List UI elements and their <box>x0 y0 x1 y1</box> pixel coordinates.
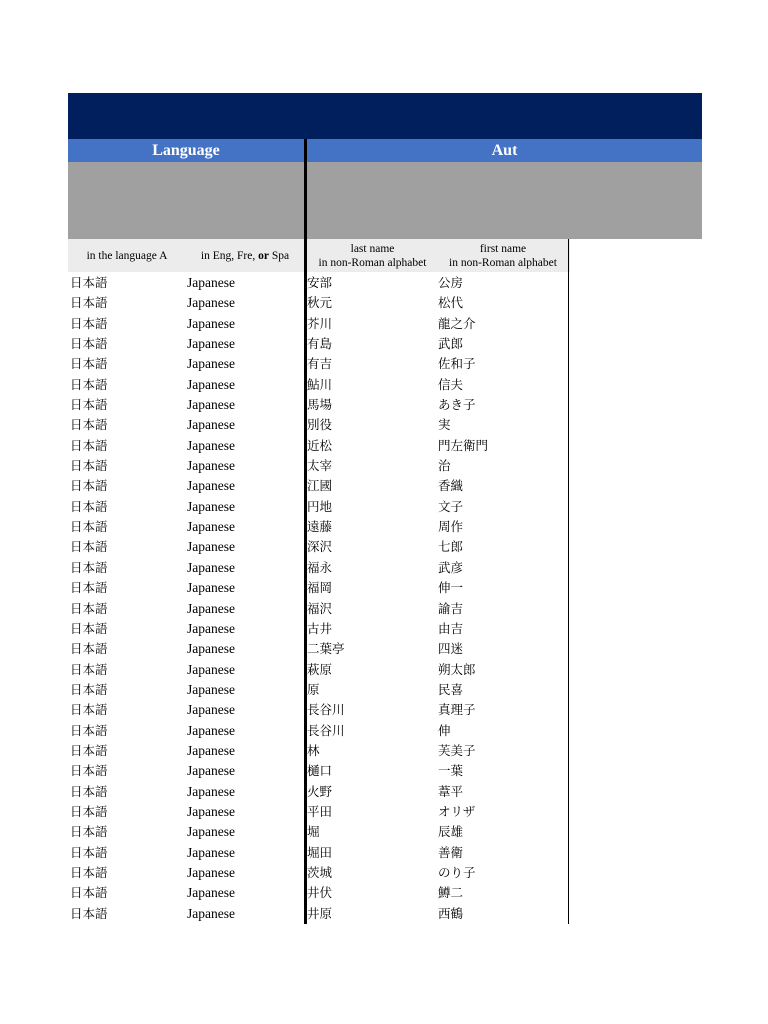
cell-language-english[interactable]: Japanese <box>187 458 235 474</box>
column-header-first-name-line1: first name <box>479 242 527 255</box>
cell-last-name[interactable]: 安部 <box>307 275 333 290</box>
cell-first-name[interactable]: 七郎 <box>438 539 464 555</box>
cell-language[interactable]: 日本語 <box>70 356 108 372</box>
table-row <box>68 680 702 700</box>
cell-last-name[interactable]: 秋元 <box>307 295 333 311</box>
table-row <box>68 883 702 903</box>
cell-language-english[interactable]: Japanese <box>187 620 235 636</box>
table-row <box>68 395 702 415</box>
cell-language[interactable]: 日本語 <box>70 275 108 290</box>
table-row <box>68 354 702 374</box>
column-header-first-name[interactable] <box>438 239 568 272</box>
cell-language[interactable]: 日本語 <box>70 580 108 596</box>
cell-first-name[interactable]: 松代 <box>438 295 464 311</box>
cell-language-english[interactable]: Japanese <box>187 905 235 921</box>
cell-last-name[interactable]: 林 <box>307 742 320 758</box>
table-row <box>68 741 702 761</box>
cell-language-english[interactable]: Japanese <box>187 397 235 413</box>
column-header-lang-eng[interactable] <box>186 239 304 272</box>
cell-language[interactable]: 日本語 <box>70 885 108 901</box>
lang-eng-post: Spa <box>268 249 290 262</box>
cell-first-name[interactable]: 武郎 <box>438 336 464 352</box>
cell-last-name[interactable]: 原 <box>307 681 320 697</box>
table-row <box>68 599 702 619</box>
column-header-lang-a[interactable] <box>68 239 186 272</box>
lang-eng-pre: in Eng, Fre, <box>200 249 259 262</box>
cell-language[interactable]: 日本語 <box>70 478 108 494</box>
cell-first-name[interactable]: 四迷 <box>438 641 464 657</box>
cell-language-english[interactable]: Japanese <box>187 844 235 860</box>
table-row <box>68 476 702 496</box>
cell-language-english[interactable]: Japanese <box>187 580 235 596</box>
cell-language-english[interactable]: Japanese <box>187 356 235 372</box>
cell-last-name[interactable]: 別役 <box>307 417 333 433</box>
cell-first-name[interactable]: 西鶴 <box>438 905 464 921</box>
cell-language-english[interactable]: Japanese <box>187 437 235 453</box>
cell-language-english[interactable]: Japanese <box>187 661 235 677</box>
cell-first-name[interactable]: 鱒二 <box>438 885 464 901</box>
cell-language-english[interactable]: Japanese <box>187 702 235 718</box>
cell-first-name[interactable]: 伸一 <box>438 580 464 596</box>
blank-header-band <box>68 162 702 239</box>
cell-first-name[interactable]: 朔太郎 <box>438 661 476 677</box>
title-bar <box>68 93 702 139</box>
cell-last-name[interactable]: 長谷川 <box>307 702 345 718</box>
cell-last-name[interactable]: 有吉 <box>307 356 333 372</box>
cell-language-english[interactable]: Japanese <box>187 539 235 555</box>
cell-last-name[interactable]: 古井 <box>307 620 333 636</box>
table-row <box>68 578 702 598</box>
cell-language[interactable]: 日本語 <box>70 742 108 758</box>
column-header-last-name-line2: in non-Roman alphabet <box>318 256 427 269</box>
group-header-language[interactable]: Language <box>68 139 304 162</box>
column-header-lang-eng-label <box>186 249 304 263</box>
cell-first-name[interactable]: 由吉 <box>438 620 464 636</box>
cell-first-name[interactable]: オリザ <box>438 803 476 819</box>
cell-language-english[interactable]: Japanese <box>187 336 235 352</box>
cell-last-name[interactable]: 火野 <box>307 783 333 799</box>
table-row <box>68 497 702 517</box>
table-row <box>68 619 702 639</box>
cell-first-name[interactable]: 実 <box>438 417 451 433</box>
cell-first-name[interactable]: 香織 <box>438 478 464 494</box>
cell-language[interactable]: 日本語 <box>70 702 108 718</box>
cell-language[interactable]: 日本語 <box>70 905 108 921</box>
table-row <box>68 558 702 578</box>
cell-first-name[interactable]: 民喜 <box>438 681 464 697</box>
cell-last-name[interactable]: 福永 <box>307 559 333 575</box>
table-row <box>68 843 702 863</box>
cell-first-name[interactable]: 文子 <box>438 498 464 514</box>
cell-language[interactable]: 日本語 <box>70 458 108 474</box>
cell-first-name[interactable]: あき子 <box>438 397 476 413</box>
cell-language-english[interactable]: Japanese <box>187 885 235 901</box>
table-row <box>68 639 702 659</box>
table-row <box>68 456 702 476</box>
table-row <box>68 822 702 842</box>
cell-last-name[interactable]: 遠藤 <box>307 519 333 535</box>
table-row <box>68 761 702 781</box>
cell-language[interactable]: 日本語 <box>70 844 108 860</box>
table-row <box>68 782 702 802</box>
cell-language-english[interactable]: Japanese <box>187 478 235 494</box>
cell-first-name[interactable]: 葦平 <box>438 783 464 799</box>
column-header-lang-a-label: in the language A <box>86 249 168 262</box>
cell-language-english[interactable]: Japanese <box>187 742 235 758</box>
cell-last-name[interactable]: 有島 <box>307 336 333 352</box>
cell-last-name[interactable]: 福沢 <box>307 600 333 616</box>
cell-language-english[interactable]: Japanese <box>187 641 235 657</box>
cell-last-name[interactable]: 二葉亭 <box>307 641 345 657</box>
table-body <box>68 273 702 924</box>
cell-language[interactable]: 日本語 <box>70 417 108 433</box>
cell-first-name[interactable]: 一葉 <box>438 763 464 779</box>
cell-language-english[interactable]: Japanese <box>187 864 235 880</box>
cell-language[interactable]: 日本語 <box>70 783 108 799</box>
table-row <box>68 863 702 883</box>
cell-language[interactable]: 日本語 <box>70 437 108 453</box>
cell-last-name[interactable]: 芥川 <box>307 315 333 331</box>
cell-last-name[interactable]: 萩原 <box>307 661 333 677</box>
cell-last-name[interactable]: 長谷川 <box>307 722 345 738</box>
lang-eng-or: or <box>258 249 269 262</box>
table-row <box>68 721 702 741</box>
cell-last-name[interactable]: 井伏 <box>307 885 333 901</box>
cell-last-name[interactable]: 太宰 <box>307 458 333 474</box>
cell-language-english[interactable]: Japanese <box>187 803 235 819</box>
table-row <box>68 273 702 293</box>
cell-last-name[interactable]: 茨城 <box>307 864 333 880</box>
cell-language[interactable]: 日本語 <box>70 600 108 616</box>
group-header-row <box>68 139 702 162</box>
cell-language[interactable]: 日本語 <box>70 397 108 413</box>
cell-first-name[interactable]: 信夫 <box>438 376 464 392</box>
cell-first-name[interactable]: 龍之介 <box>438 315 476 331</box>
cell-last-name[interactable]: 平田 <box>307 803 333 819</box>
cell-language-english[interactable]: Japanese <box>187 763 235 779</box>
table-row <box>68 700 702 720</box>
cell-language[interactable]: 日本語 <box>70 824 108 840</box>
cell-language-english[interactable]: Japanese <box>187 275 235 290</box>
cell-language[interactable]: 日本語 <box>70 559 108 575</box>
cell-first-name[interactable]: 治 <box>438 458 451 474</box>
cell-first-name[interactable]: 周作 <box>438 519 464 535</box>
table-row <box>68 415 702 435</box>
cell-language-english[interactable]: Japanese <box>187 295 235 311</box>
cell-language-english[interactable]: Japanese <box>187 417 235 433</box>
cell-language[interactable]: 日本語 <box>70 864 108 880</box>
cell-language-english[interactable]: Japanese <box>187 376 235 392</box>
table-row <box>68 660 702 680</box>
cell-last-name[interactable]: 近松 <box>307 437 333 453</box>
cell-language[interactable]: 日本語 <box>70 498 108 514</box>
cell-last-name[interactable]: 樋口 <box>307 763 333 779</box>
cell-last-name[interactable]: 福岡 <box>307 580 333 596</box>
column-header-first-name-line2: in non-Roman alphabet <box>449 256 557 269</box>
table-row <box>68 904 702 924</box>
cell-language[interactable]: 日本語 <box>70 315 108 331</box>
cell-first-name[interactable]: 門左衛門 <box>438 437 489 453</box>
cell-language[interactable]: 日本語 <box>70 803 108 819</box>
table-row <box>68 517 702 537</box>
cell-language-english[interactable]: Japanese <box>187 783 235 799</box>
column-header-last-name[interactable] <box>307 239 438 272</box>
column-header-last-name-line1: last name <box>350 242 395 255</box>
cell-language-english[interactable]: Japanese <box>187 722 235 738</box>
cell-last-name[interactable]: 堀田 <box>307 844 333 860</box>
table-row <box>68 537 702 557</box>
column-header-row <box>68 239 570 272</box>
cell-language[interactable]: 日本語 <box>70 539 108 555</box>
cell-language[interactable]: 日本語 <box>70 763 108 779</box>
cell-first-name[interactable]: 辰雄 <box>438 824 464 840</box>
cell-language[interactable]: 日本語 <box>70 681 108 697</box>
cell-first-name[interactable]: 諭吉 <box>438 600 464 616</box>
cell-first-name[interactable]: 佐和子 <box>438 356 476 372</box>
cell-language-english[interactable]: Japanese <box>187 559 235 575</box>
cell-last-name[interactable]: 堀 <box>307 824 320 840</box>
cell-first-name[interactable]: 芙美子 <box>438 742 476 758</box>
table-row <box>68 802 702 822</box>
cell-language-english[interactable]: Japanese <box>187 519 235 535</box>
cell-last-name[interactable]: 円地 <box>307 498 333 514</box>
cell-language[interactable]: 日本語 <box>70 722 108 738</box>
cell-last-name[interactable]: 深沢 <box>307 539 333 555</box>
cell-language[interactable]: 日本語 <box>70 295 108 311</box>
table-row <box>68 436 702 456</box>
cell-language-english[interactable]: Japanese <box>187 681 235 697</box>
cell-first-name[interactable]: 善衛 <box>438 844 464 860</box>
cell-language-english[interactable]: Japanese <box>187 600 235 616</box>
table-row <box>68 293 702 313</box>
cell-language-english[interactable]: Japanese <box>187 498 235 514</box>
cell-language-english[interactable]: Japanese <box>187 824 235 840</box>
table-row <box>68 334 702 354</box>
table-row <box>68 314 702 334</box>
cell-language[interactable]: 日本語 <box>70 376 108 392</box>
cell-last-name[interactable]: 馬場 <box>307 397 333 413</box>
group-header-author[interactable]: Aut <box>307 139 702 162</box>
cell-first-name[interactable]: 伸 <box>438 722 451 738</box>
cell-language-english[interactable]: Japanese <box>187 315 235 331</box>
cell-language[interactable]: 日本語 <box>70 336 108 352</box>
cell-first-name[interactable]: 公房 <box>438 275 464 290</box>
cell-language[interactable]: 日本語 <box>70 641 108 657</box>
cell-first-name[interactable]: 真理子 <box>438 702 476 718</box>
cell-first-name[interactable]: 武彦 <box>438 559 464 575</box>
cell-language[interactable]: 日本語 <box>70 620 108 636</box>
cell-last-name[interactable]: 井原 <box>307 905 333 921</box>
cell-first-name[interactable]: のり子 <box>438 864 476 880</box>
cell-language[interactable]: 日本語 <box>70 661 108 677</box>
table-row <box>68 375 702 395</box>
cell-language[interactable]: 日本語 <box>70 519 108 535</box>
cell-last-name[interactable]: 鮎川 <box>307 376 333 392</box>
cell-last-name[interactable]: 江國 <box>307 478 333 494</box>
